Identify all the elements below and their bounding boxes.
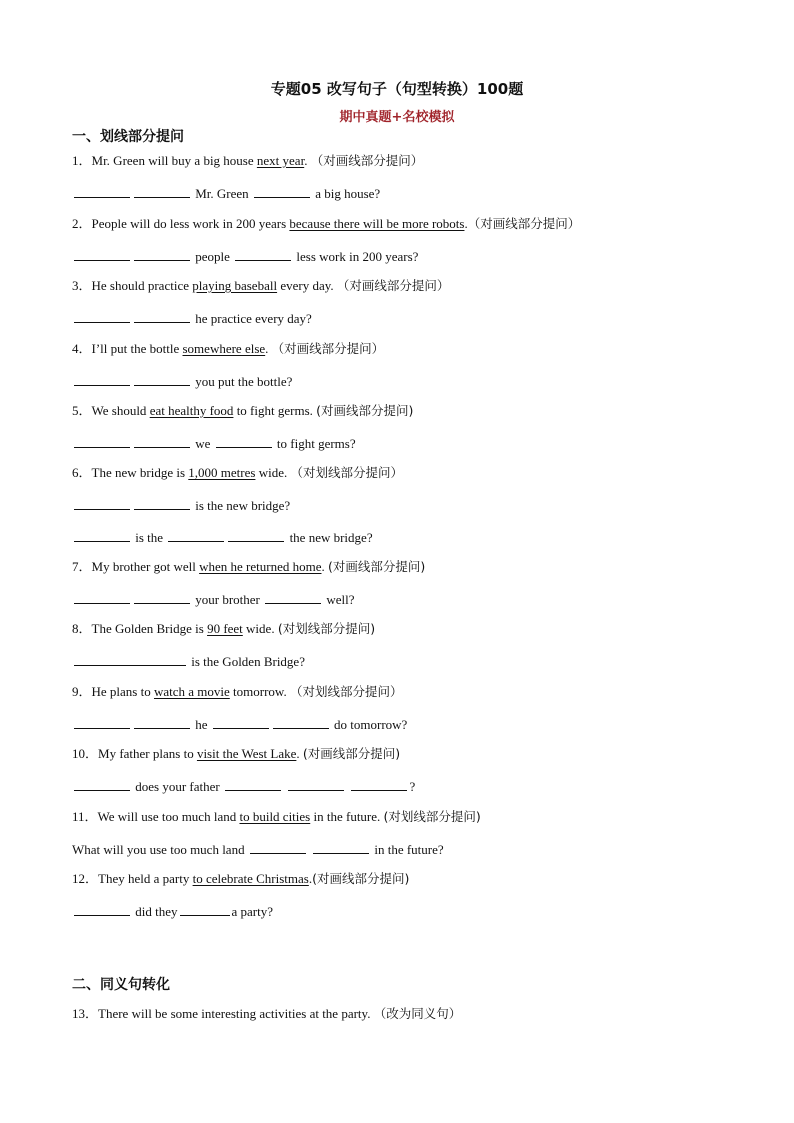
instruction-note: (对划线部分提问) bbox=[277, 621, 376, 636]
answer-line-7: your brother well? bbox=[72, 589, 355, 609]
underlined-part: to celebrate Christmas bbox=[192, 871, 309, 886]
question-number: 4． bbox=[72, 341, 92, 356]
underlined-part: next year bbox=[256, 153, 305, 168]
question-13: 13．There will be some interesting activities at the party. （改为同义句） bbox=[72, 1006, 462, 1021]
underlined-part: when he returned home bbox=[199, 559, 322, 574]
answer-blank[interactable] bbox=[180, 901, 230, 916]
section-heading-1: 一、划线部分提问 bbox=[72, 129, 184, 145]
instruction-note: （对画线部分提问） bbox=[467, 216, 581, 231]
answer-blank[interactable] bbox=[168, 527, 224, 542]
question-10: 10．My father plans to visit the West Lake. (对画线部分提问) bbox=[72, 746, 401, 761]
instruction-note: (对画线部分提问) bbox=[327, 559, 426, 574]
answer-blank[interactable] bbox=[134, 433, 190, 448]
answer-blank[interactable] bbox=[74, 901, 130, 916]
answer-line-9: he do tomorrow? bbox=[72, 714, 407, 734]
question-number: 2． bbox=[72, 216, 92, 231]
page-title: 专题05 改写句子（句型转换）100题 bbox=[270, 80, 524, 98]
answer-blank[interactable] bbox=[213, 714, 269, 729]
answer-blank[interactable] bbox=[74, 371, 130, 386]
question-number: 9． bbox=[72, 684, 92, 699]
answer-blank[interactable] bbox=[134, 183, 190, 198]
answer-blank[interactable] bbox=[351, 776, 407, 791]
answer-blank[interactable] bbox=[74, 433, 130, 448]
question-5: 5．We should eat healthy food to fight germs. (对画线部分提问) bbox=[72, 403, 414, 418]
underlined-part: visit the West Lake bbox=[196, 746, 297, 761]
answer-blank[interactable] bbox=[74, 776, 130, 791]
question-number: 13． bbox=[72, 1006, 99, 1021]
answer-blank[interactable] bbox=[74, 527, 130, 542]
answer-line-8: is the Golden Bridge? bbox=[72, 651, 305, 671]
underlined-part: somewhere else bbox=[182, 341, 266, 356]
question-1: 1．Mr. Green will buy a big house next year. （对画线部分提问） bbox=[72, 153, 424, 168]
answer-blank[interactable] bbox=[235, 246, 291, 261]
question-12: 12．They held a party to celebrate Christmas.(对画线部分提问) bbox=[72, 871, 410, 886]
section-heading-2: 二、同义句转化 bbox=[72, 977, 170, 993]
question-8: 8．The Golden Bridge is 90 feet wide. (对划线部分提问) bbox=[72, 621, 376, 636]
answer-blank[interactable] bbox=[134, 589, 190, 604]
answer-blank[interactable] bbox=[134, 714, 190, 729]
answer-blank[interactable] bbox=[74, 183, 130, 198]
answer-blank[interactable] bbox=[254, 183, 310, 198]
answer-blank[interactable] bbox=[313, 839, 369, 854]
instruction-note: (对画线部分提问) bbox=[302, 746, 401, 761]
question-number: 8． bbox=[72, 621, 92, 636]
question-9: 9．He plans to watch a movie tomorrow. （对划线部分提问） bbox=[72, 684, 403, 699]
answer-blank[interactable] bbox=[228, 527, 284, 542]
question-number: 3． bbox=[72, 278, 92, 293]
answer-blank[interactable] bbox=[216, 433, 272, 448]
answer-blank[interactable] bbox=[134, 371, 190, 386]
instruction-note: (对画线部分提问) bbox=[312, 871, 410, 886]
answer-line-6a: is the new bridge? bbox=[72, 495, 290, 515]
answer-blank[interactable] bbox=[74, 495, 130, 510]
answer-line-6b: is the the new bridge? bbox=[72, 527, 373, 547]
underlined-part: playing baseball bbox=[192, 278, 278, 293]
question-3: 3．He should practice playing baseball every day. （对画线部分提问） bbox=[72, 278, 450, 293]
answer-blank[interactable] bbox=[265, 589, 321, 604]
underlined-part: watch a movie bbox=[153, 684, 230, 699]
answer-blank[interactable] bbox=[74, 589, 130, 604]
instruction-note: （对划线部分提问） bbox=[289, 684, 403, 699]
instruction-note: （改为同义句） bbox=[373, 1006, 462, 1021]
answer-blank[interactable] bbox=[134, 308, 190, 323]
question-11: 11．We will use too much land to build cities in the future. (对划线部分提问) bbox=[72, 809, 481, 824]
answer-blank[interactable] bbox=[250, 839, 306, 854]
instruction-note: （对画线部分提问） bbox=[271, 341, 385, 356]
question-7: 7．My brother got well when he returned home. (对画线部分提问) bbox=[72, 559, 426, 574]
answer-line-2: people less work in 200 years? bbox=[72, 246, 418, 266]
underlined-part: eat healthy food bbox=[149, 403, 234, 418]
answer-blank[interactable] bbox=[288, 776, 344, 791]
answer-line-11: What will you use too much land in the future? bbox=[72, 839, 444, 859]
instruction-note: (对划线部分提问) bbox=[383, 809, 481, 824]
answer-blank[interactable] bbox=[134, 246, 190, 261]
question-number: 1． bbox=[72, 153, 92, 168]
instruction-note: （对划线部分提问） bbox=[290, 465, 403, 480]
page-subtitle: 期中真题+名校模拟 bbox=[339, 110, 455, 125]
underlined-part: 90 feet bbox=[207, 621, 243, 636]
answer-blank[interactable] bbox=[74, 651, 186, 666]
question-number: 10． bbox=[72, 746, 99, 761]
question-number: 12． bbox=[72, 871, 99, 886]
instruction-note: （对画线部分提问） bbox=[310, 153, 424, 168]
instruction-note: （对画线部分提问） bbox=[336, 278, 450, 293]
answer-line-10: does your father ? bbox=[72, 776, 415, 796]
underlined-part: to build cities bbox=[239, 809, 311, 824]
instruction-note: (对画线部分提问) bbox=[316, 403, 414, 418]
answer-blank[interactable] bbox=[74, 246, 130, 261]
question-number: 11． bbox=[72, 809, 98, 824]
answer-blank[interactable] bbox=[74, 308, 130, 323]
answer-blank[interactable] bbox=[134, 495, 190, 510]
question-number: 5． bbox=[72, 403, 92, 418]
question-2: 2．People will do less work in 200 years because there will be more robots.（对画线部分提问） bbox=[72, 216, 581, 231]
answer-line-12: did they a party? bbox=[72, 901, 273, 921]
answer-line-4: you put the bottle? bbox=[72, 371, 292, 391]
answer-blank[interactable] bbox=[225, 776, 281, 791]
question-number: 7． bbox=[72, 559, 92, 574]
underlined-part: 1,000 metres bbox=[188, 465, 256, 480]
answer-blank[interactable] bbox=[273, 714, 329, 729]
answer-line-1: Mr. Green a big house? bbox=[72, 183, 380, 203]
question-6: 6．The new bridge is 1,000 metres wide. （对划线部分提问） bbox=[72, 465, 403, 480]
question-4: 4．I’ll put the bottle somewhere else. （对画线部分提问） bbox=[72, 341, 385, 356]
answer-line-5: we to fight germs? bbox=[72, 433, 356, 453]
question-number: 6． bbox=[72, 465, 92, 480]
underlined-part: because there will be more robots bbox=[289, 216, 465, 231]
answer-line-3: he practice every day? bbox=[72, 308, 312, 328]
answer-blank[interactable] bbox=[74, 714, 130, 729]
